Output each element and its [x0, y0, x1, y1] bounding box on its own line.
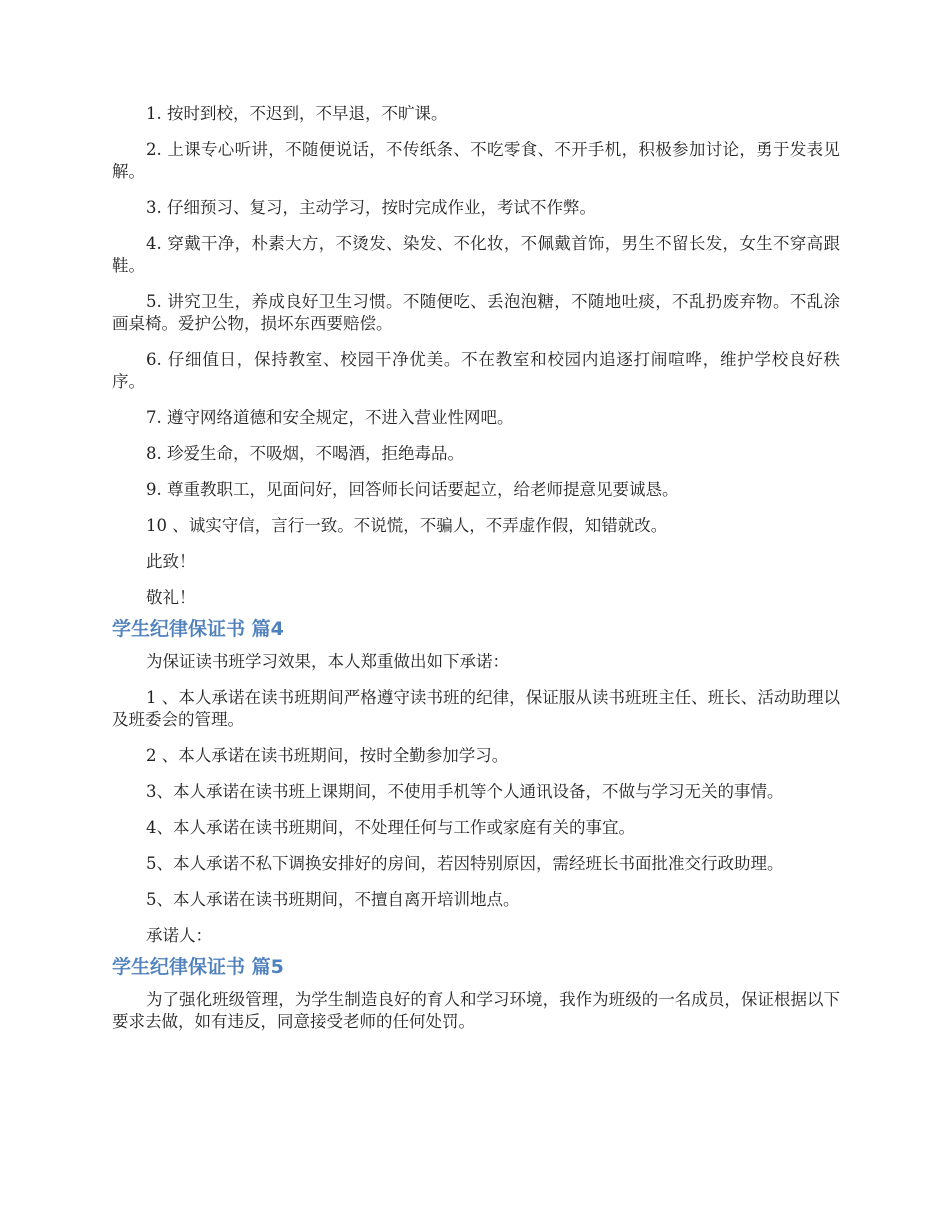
closing-salutation: 此致！: [146, 552, 196, 571]
pledge-item-3: 3、本人承诺在读书班上课期间，不使用手机等个人通讯设备，不做与学习无关的事情。: [146, 782, 784, 801]
rule-item-6: 6. 仔细值日，保持教室、校园干净优美。不在教室和校园内追逐打闹喧哗，维护学校良好秩序。: [112, 350, 840, 391]
closing-regards: 敬礼！: [146, 588, 196, 607]
document-page: [112, 103, 840, 1033]
pledge-item-5: 5、本人承诺不私下调换安排好的房间，若因特别原因，需经班长书面批准交行政助理。: [146, 854, 784, 873]
section-heading-4: 学生纪律保证书 篇4: [112, 618, 284, 640]
rule-item-5: 5. 讲究卫生，养成良好卫生习惯。不随便吃、丢泡泡糖，不随地吐痰，不乱扔废弃物。不乱涂画桌椅。爱护公物，损坏东西要赔偿。: [112, 292, 840, 333]
rule-item-3: 3. 仔细预习、复习，主动学习，按时完成作业，考试不作弊。: [146, 198, 596, 217]
pledge-item-4: 4、本人承诺在读书班期间，不处理任何与工作或家庭有关的事宜。: [146, 818, 635, 837]
pledge-item-2: 2 、本人承诺在读书班期间，按时全勤参加学习。: [146, 746, 509, 765]
pledge-item-1: 1 、本人承诺在读书班期间严格遵守读书班的纪律，保证服从读书班班主任、班长、活动助理以及班委会的管理。: [112, 688, 840, 729]
rule-item-1: 1. 按时到校，不迟到，不早退，不旷课。: [146, 104, 448, 123]
rule-item-2: 2. 上课专心听讲，不随便说话，不传纸条、不吃零食、不开手机，积极参加讨论，勇于发表见解。: [112, 140, 840, 181]
rule-item-7: 7. 遵守网络道德和安全规定，不进入营业性网吧。: [146, 408, 514, 427]
section4-intro: 为保证读书班学习效果，本人郑重做出如下承诺：: [146, 652, 509, 671]
rule-item-9: 9. 尊重教职工，见面问好，回答师长问话要起立，给老师提意见要诚恳。: [146, 480, 679, 499]
pledger-signature-line: 承诺人：: [146, 926, 212, 945]
rule-item-10: 10 、诚实守信，言行一致。不说慌，不骗人，不弄虚作假，知错就改。: [146, 516, 668, 535]
pledge-item-6: 5、本人承诺在读书班期间，不擅自离开培训地点。: [146, 890, 520, 909]
rule-item-8: 8. 珍爱生命，不吸烟，不喝酒，拒绝毒品。: [146, 444, 464, 463]
rule-item-4: 4. 穿戴干净，朴素大方，不烫发、染发、不化妆，不佩戴首饰，男生不留长发，女生不穿高跟鞋。: [112, 234, 840, 275]
section-heading-5: 学生纪律保证书 篇5: [112, 956, 284, 978]
section5-intro: 为了强化班级管理，为学生制造良好的育人和学习环境，我作为班级的一名成员，保证根据以下要求去做，如有违反，同意接受老师的任何处罚。: [112, 990, 840, 1031]
